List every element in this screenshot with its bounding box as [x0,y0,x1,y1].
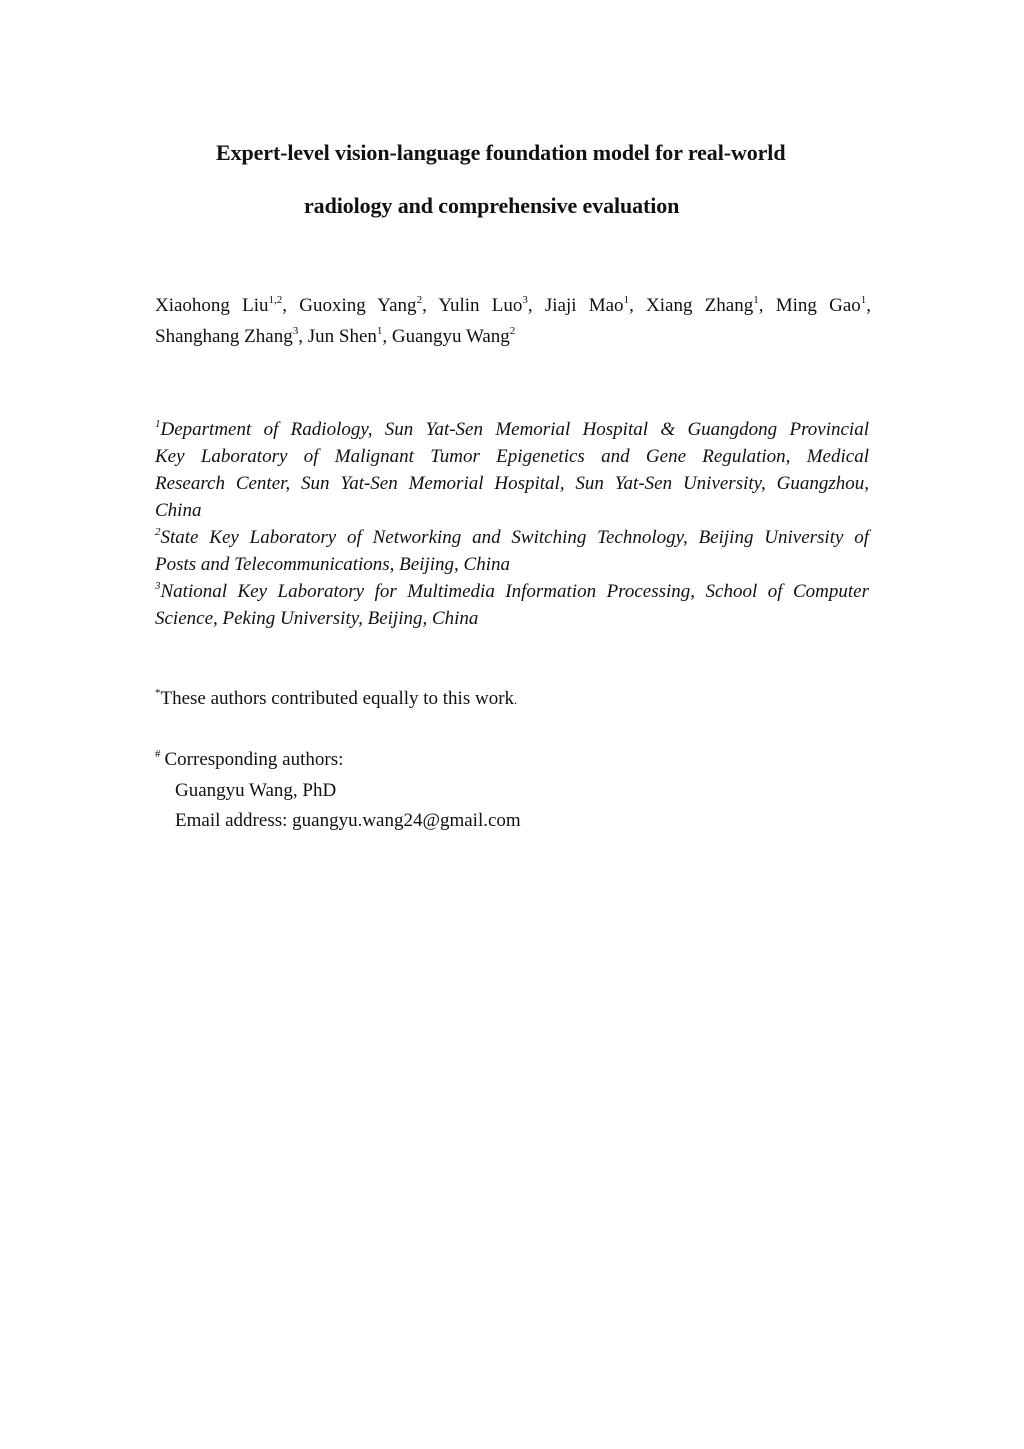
affiliation-line: Posts and Telecommunications, Beijing, China [155,554,511,575]
paper-title-line-1: Expert-level vision-language foundation model for real-world [216,140,786,165]
affiliation-2 [155,524,869,578]
equal-contribution-period: . [514,692,518,707]
author-name: Guangyu Wang [391,326,510,347]
author-line-1 [155,290,871,321]
author-separator: , [866,295,872,316]
author-separator: , [758,295,776,316]
author-name: Xiang Zhang [646,295,754,316]
author-separator: , [298,326,308,347]
author-name: Jiaji Mao [544,295,624,316]
affiliation-1 [155,416,869,524]
corresponding-label-text: Corresponding authors: [164,749,344,770]
equal-contribution-text: These authors contributed equally to this work [160,688,515,709]
corresponding-author-name: Guangyu Wang, PhD [175,780,337,801]
affiliation-list [155,416,869,632]
affiliation-mark: 2 [155,526,161,538]
author-affiliation-mark: 2 [509,325,516,337]
author-separator: , [527,295,545,316]
equal-contribution-mark: * [155,687,161,699]
author-name: Yulin Luo [438,295,523,316]
corresponding-author-email: Email address: guangyu.wang24@gmail.com [175,810,521,831]
author-affiliation-mark: 2 [416,294,423,306]
author-name: Xiaohong Liu [155,295,269,316]
affiliation-line: National Key Laboratory for Multimedia Information Processing, School of Computer [160,581,869,602]
author-affiliation-mark: 1 [623,294,630,306]
author-name: Jun Shen [307,326,377,347]
author-affiliation-mark: 1 [376,325,383,337]
author-name: Shanghang Zhang [155,326,293,347]
author-name: Ming Gao [775,295,861,316]
affiliation-3 [155,578,869,632]
affiliation-line: China [155,500,202,521]
paper-title-line-2: radiology and comprehensive evaluation [304,193,680,218]
affiliation-line: Department of Radiology, Sun Yat-Sen Memorial Hospital & Guangdong Provincial [160,419,869,440]
corresponding-mark: # [155,748,161,760]
affiliation-line: Key Laboratory of Malignant Tumor Epigenetics and Gene Regulation, Medical [155,446,869,467]
author-affiliation-mark: 3 [522,294,528,306]
author-affiliation-mark: 3 [292,325,299,337]
affiliation-line: Science, Peking University, Beijing, China [155,608,479,629]
affiliation-mark: 3 [155,580,161,592]
corresponding-authors-label [155,749,343,771]
affiliation-mark: 1 [155,418,161,430]
author-separator: , [422,295,439,316]
author-list [155,290,871,352]
affiliation-line: State Key Laboratory of Networking and Switching Technology, Beijing University of [160,527,869,548]
author-affiliation-mark: 1 [753,294,759,306]
author-name: Guoxing Yang [299,295,417,316]
equal-contribution-note [155,688,517,710]
author-separator: , [382,326,392,347]
author-affiliation-mark: 1 [860,294,867,306]
author-affiliation-mark: 1,2 [268,294,283,306]
affiliation-line: Research Center, Sun Yat-Sen Memorial Hospital, Sun Yat-Sen University, Guangzhou, [155,473,869,494]
author-separator: , [629,295,647,316]
author-line-2 [155,321,871,352]
author-separator: , [282,295,300,316]
